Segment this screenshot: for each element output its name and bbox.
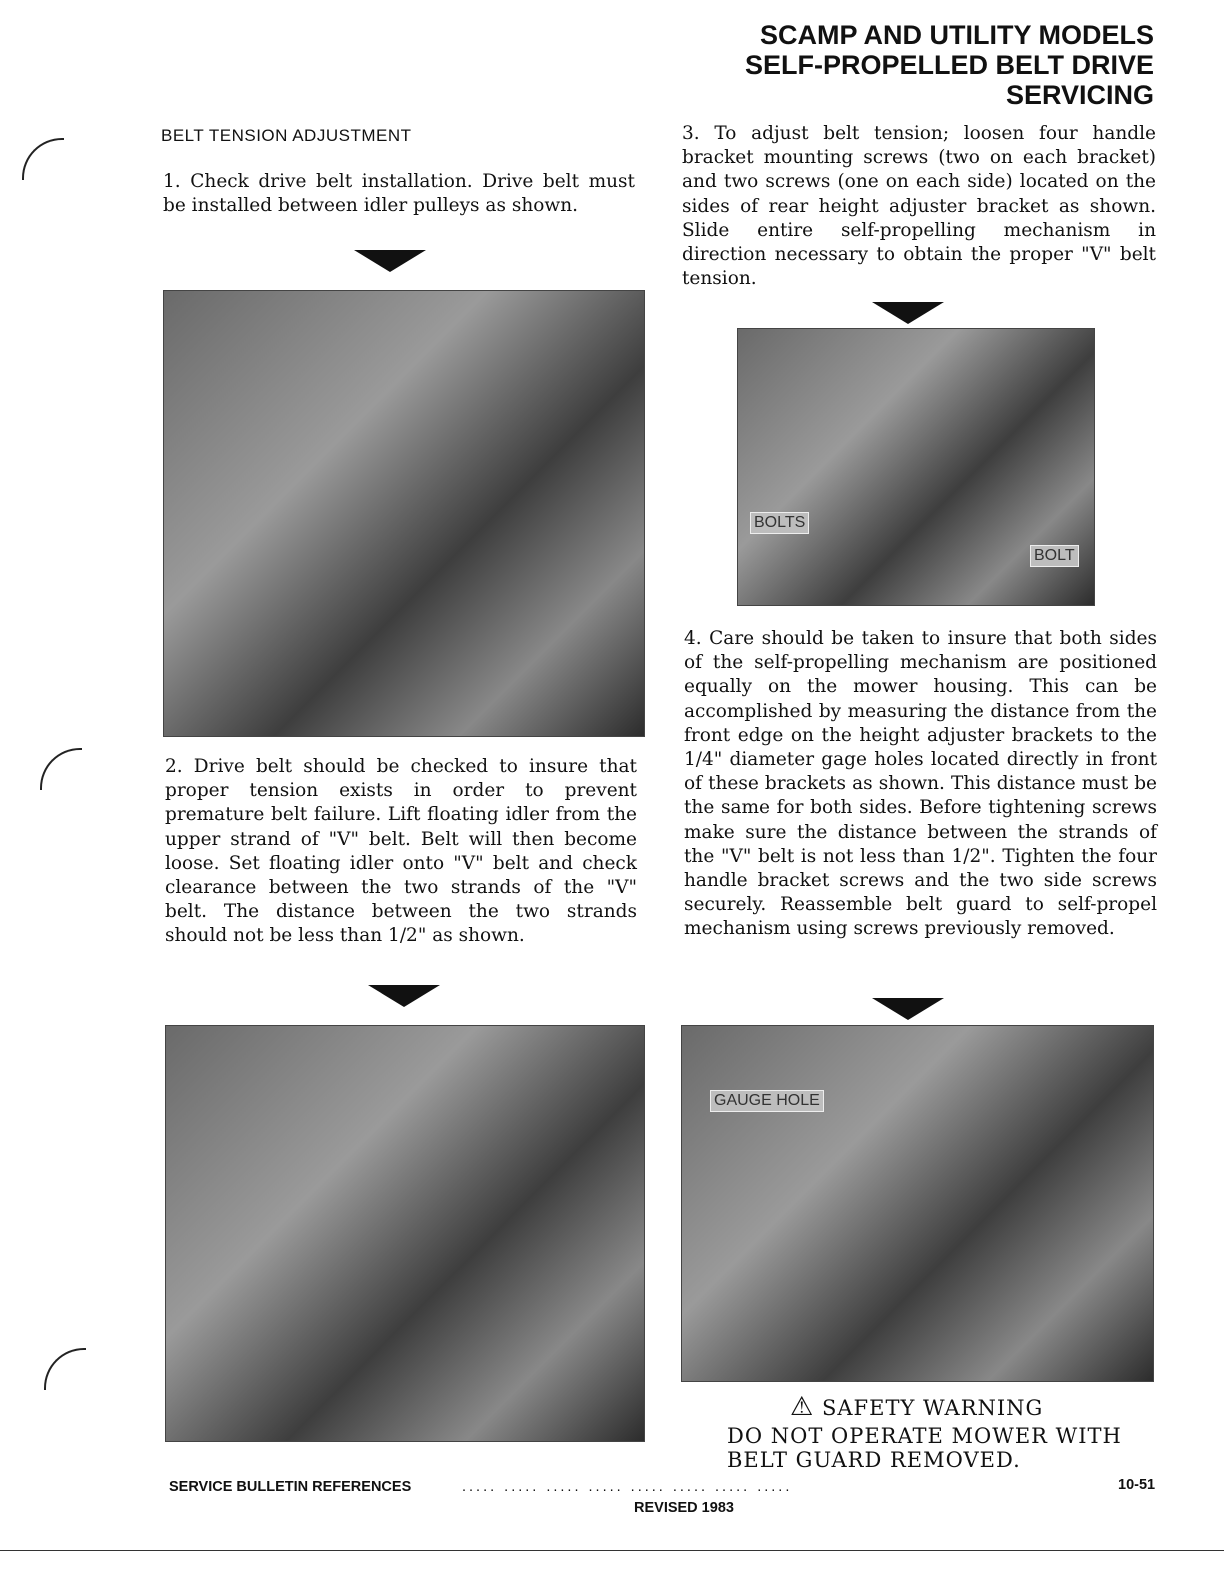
step-2: 2. Drive belt should be checked to insure that proper tension exists in order to prevent premature belt failure. Lift floating idler from the upper strand of "V" belt. Belt will then become loose. Set floating idler onto "V" belt and check clearance between the two strands of the "V" belt. The distance between the two strands should not be less than 1/2" as shown. <box>165 756 637 947</box>
arrow-down-icon <box>368 985 440 1007</box>
page-number: 10-51 <box>1118 1477 1156 1493</box>
scan-edge-line <box>0 1550 1224 1551</box>
step-3: 3. To adjust belt tension; loosen four handle bracket mounting screws (two on each bracket) and two screws (one on each side) located on the sides of rear height adjuster bracket as shown. Slide entire self-propelling mechanism in direction necessary to obtain the proper "V" belt tension. <box>682 123 1156 290</box>
photo-gauge-hole <box>681 1025 1154 1382</box>
step-4: 4. Care should be taken to insure that both sides of the self-propelling mechanism are positioned equally on the mower housing. This can be accomplished by measuring the distance from the front edge on the height adjuster brackets to the 1/4" diameter gage holes located directly in front of these brackets as shown. This distance must be the same for both sides. Before tightening screws make sure the distance between the strands of the "V" belt is not less than 1/2". Tighten the four handle bracket screws and the two side screws securely. Reassemble belt guard to self-propel mechanism using screws previously removed. <box>684 628 1157 940</box>
arrow-down-icon <box>354 250 426 272</box>
label-gauge-hole: GAUGE HOLE <box>710 1090 824 1112</box>
leader-dots: ..... ..... ..... ..... ..... ..... ..... ..... <box>462 1479 793 1495</box>
header-line: SCAMP AND UTILITY MODELS <box>759 20 1154 50</box>
warning-triangle-icon: ⚠ <box>790 1392 815 1422</box>
service-bulletin-references: SERVICE BULLETIN REFERENCES <box>169 1479 412 1495</box>
photo-bracket-bolts <box>737 328 1095 606</box>
header-line: SERVICING <box>1005 80 1154 110</box>
safety-warning-title <box>790 1392 1043 1422</box>
warning-text: DO NOT OPERATE MOWER WITH <box>727 1424 1122 1448</box>
label-bolt: BOLT <box>1030 545 1079 567</box>
label-bolts: BOLTS <box>750 512 809 534</box>
section-title: BELT TENSION ADJUSTMENT <box>161 126 412 145</box>
revised-date: REVISED 1983 <box>634 1500 734 1516</box>
photo-belt-strands <box>165 1025 645 1442</box>
arrow-down-icon <box>872 302 944 324</box>
header-line: SELF-PROPELLED BELT DRIVE <box>744 50 1154 80</box>
arrow-down-icon <box>872 998 944 1020</box>
binder-hole-mark <box>40 748 82 790</box>
warning-title-text: SAFETY WARNING <box>822 1396 1044 1420</box>
photo-drive-belt-idlers <box>163 290 645 737</box>
warning-text: BELT GUARD REMOVED. <box>727 1448 1021 1472</box>
page-header <box>745 20 1154 110</box>
binder-hole-mark <box>44 1348 86 1390</box>
step-1: 1. Check drive belt installation. Drive belt must be installed between idler pulleys as shown. <box>163 171 635 217</box>
binder-hole-mark <box>22 138 64 180</box>
